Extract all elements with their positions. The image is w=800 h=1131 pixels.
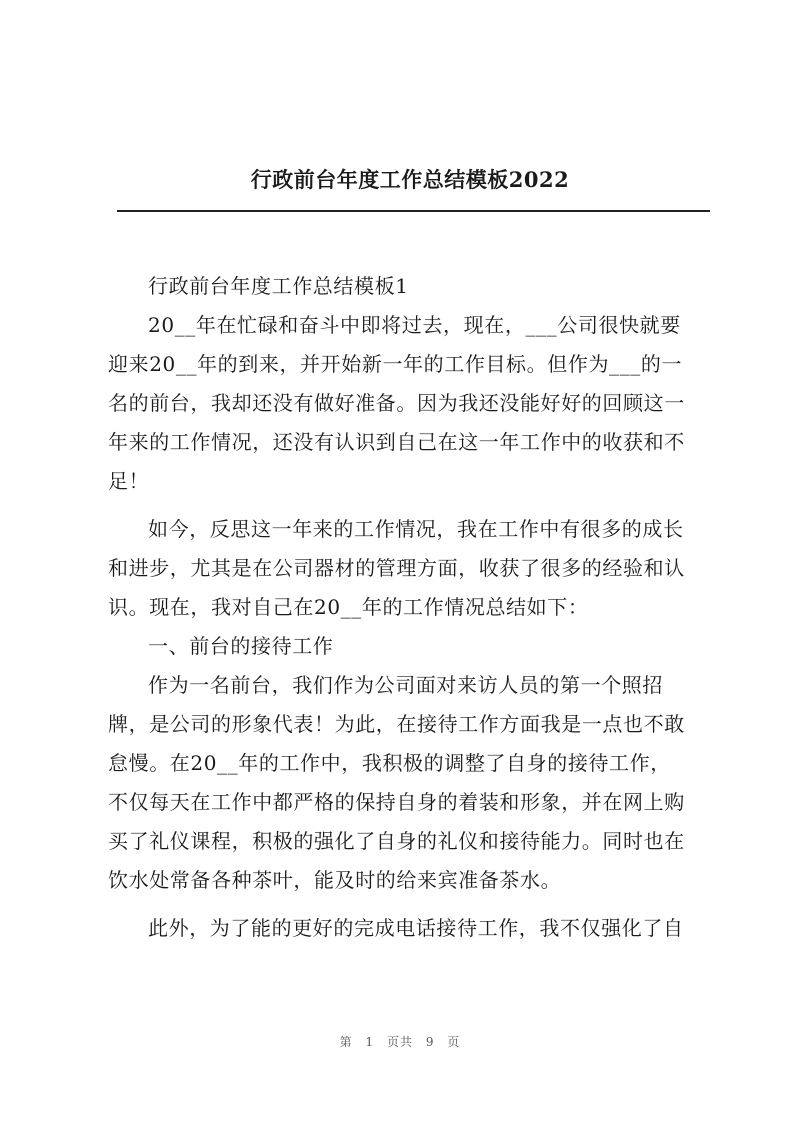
paragraph-line: 牌，是公司的形象代表！为此，在接待工作方面我是一点也不敢 bbox=[108, 712, 685, 736]
footer-total-pages: 9 bbox=[425, 1035, 435, 1049]
paragraph-line: 不仅每天在工作中都严格的保持自身的着装和形象，并在网上购 bbox=[108, 790, 685, 814]
footer-current-page: 1 bbox=[365, 1035, 375, 1049]
footer-suffix: 页 bbox=[447, 1035, 461, 1049]
paragraph-line: 年来的工作情况，还没有认识到自己在这一年工作中的收获和不 bbox=[108, 430, 685, 454]
document-title: 行政前台年度工作总结模板2022 bbox=[250, 167, 570, 192]
paragraph-line: 买了礼仪课程，积极的强化了自身的礼仪和接待能力。同时也在 bbox=[108, 829, 685, 853]
paragraph-line: 名的前台，我却还没有做好准备。因为我还没能好好的回顾这一 bbox=[108, 391, 685, 415]
document-body bbox=[108, 267, 712, 948]
footer-middle: 页共 bbox=[386, 1035, 413, 1049]
paragraph-line: 此外，为了能的更好的完成电话接待工作，我不仅强化了自 bbox=[148, 916, 684, 940]
paragraph-line: 和进步，尤其是在公司器材的管理方面，收获了很多的经验和认 bbox=[108, 556, 685, 580]
title-divider bbox=[117, 210, 710, 212]
section-heading: 行政前台年度工作总结模板1 bbox=[148, 274, 409, 298]
paragraph-line: 识。现在，我对自己在20__年的工作情况总结如下： bbox=[108, 595, 589, 619]
paragraph-line: 饮水处常备各种茶叶，能及时的给来宾准备茶水。 bbox=[108, 868, 562, 892]
paragraph-line: 怠慢。在20__年的工作中，我积极的调整了自身的接待工作， bbox=[108, 751, 671, 775]
paragraph-line: 足！ bbox=[108, 469, 150, 493]
paragraph-line: 20__年在忙碌和奋斗中即将过去，现在，___公司很快就要 bbox=[148, 313, 681, 337]
section-heading: 一、前台的接待工作 bbox=[148, 634, 334, 658]
page-footer bbox=[0, 1033, 800, 1050]
paragraph-line: 作为一名前台，我们作为公司面对来访人员的第一个照招 bbox=[148, 673, 663, 697]
paragraph-line: 如今，反思这一年来的工作情况，我在工作中有很多的成长 bbox=[148, 517, 684, 541]
footer-prefix: 第 bbox=[339, 1035, 353, 1049]
paragraph-line: 迎来20__年的到来，并开始新一年的工作目标。但作为___的一 bbox=[108, 352, 683, 376]
